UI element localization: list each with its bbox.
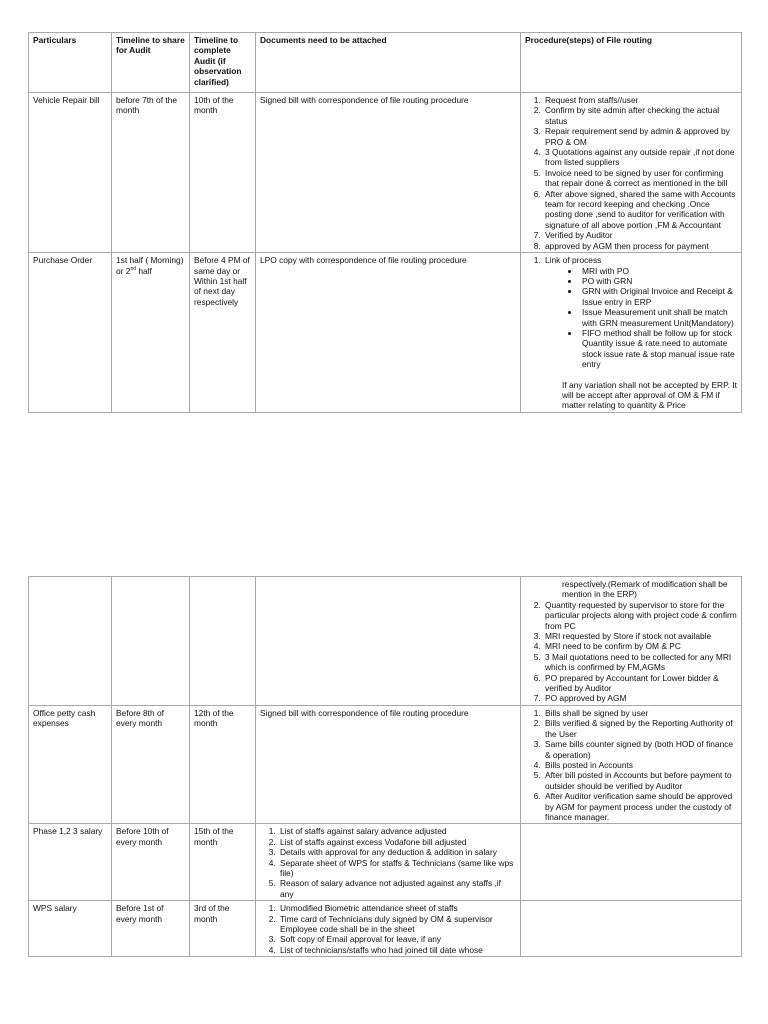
- list-item: 4. 3 Quotations against any outside repair ,if not done from listed suppliers: [543, 147, 737, 168]
- row-particular: WPS salary: [29, 901, 112, 957]
- row-share-timeline: Before 8th of every month: [112, 705, 190, 823]
- row-particular: Purchase Order: [29, 253, 112, 413]
- list-item: 1. List of staffs against salary advance adjusted: [278, 826, 516, 836]
- list-item: 3. Same bills counter signed by (both HOD of finance & operation): [543, 739, 737, 760]
- list-item: 4. List of technicians/staffs who had joined till date whose: [278, 945, 516, 955]
- list-item: 8. approved by AGM then process for payment: [543, 241, 737, 251]
- list-item: 2. Bills verified & signed by the Reporting Authority of the User: [543, 718, 737, 739]
- list-item: 2. List of staffs against excess Vodafone bill adjusted: [278, 837, 516, 847]
- procedure-steps: [525, 95, 737, 251]
- row-documents: Signed bill with correspondence of file routing procedure: [256, 705, 521, 823]
- empty-cell: [256, 577, 521, 706]
- empty-cell: [190, 577, 256, 706]
- list-item: 2. Time card of Technicians duly signed by OM & supervisor Employee code shall be in the sheet: [278, 914, 516, 935]
- continued-text: respectively.(Remark of modification shall be mention in the ERP): [562, 579, 728, 600]
- list-item: 4. MRI need to be confirm by OM & PC: [543, 641, 737, 651]
- table-row: [29, 705, 742, 823]
- empty-cell: [521, 824, 742, 901]
- list-item: 2. Confirm by site admin after checking the actual status: [543, 105, 737, 126]
- bullet-item: • PO with GRN: [580, 276, 737, 286]
- list-item: 2. Quantity requested by supervisor to store for the particular projects along with project code & confirm from PC: [543, 600, 737, 631]
- empty-cell: [112, 577, 190, 706]
- list-item: 3. MRI requested by Store if stock not available: [543, 631, 737, 641]
- bullet-item: • GRN with Original Invoice and Receipt & Issue entry in ERP: [580, 286, 737, 307]
- table-row: [29, 824, 742, 901]
- share-text-a: 1st half ( Morning) or 2: [116, 255, 184, 276]
- row-share-timeline: Before 10th of every month: [112, 824, 190, 901]
- row-procedure: [521, 577, 742, 706]
- share-text-b: half: [136, 265, 152, 276]
- header-particulars: Particulars: [29, 33, 112, 93]
- row-share-timeline: before 7th of the month: [112, 93, 190, 253]
- row-documents: [256, 901, 521, 957]
- row-procedure: [521, 705, 742, 823]
- list-item: 1. Unmodified Biometric attendance sheet of staffs: [278, 903, 516, 913]
- documents-list: [260, 826, 516, 899]
- table-header-row: [29, 33, 742, 93]
- row-documents: Signed bill with correspondence of file routing procedure: [256, 93, 521, 253]
- list-item: 3. Details with approval for any deduction & addition in salary: [278, 847, 516, 857]
- share-superscript: nd: [130, 265, 136, 272]
- procedure-steps: [525, 255, 737, 369]
- list-item: 5. Reason of salary advance not adjusted against any staffs ,if any: [278, 878, 516, 899]
- row-documents: [256, 824, 521, 901]
- row-share-timeline: Before 1st of every month: [112, 901, 190, 957]
- list-item: 1. Bills shall be signed by user: [543, 708, 737, 718]
- bullet-item: • FIFO method shall be follow up for stock Quantity issue & rate.need to automate stock issue rate & stop manual issue rate entry: [580, 328, 737, 370]
- procedure-steps: [525, 708, 737, 822]
- bullet-item: • MRI with PO: [580, 266, 737, 276]
- list-item: 1. Request from staffs//user: [543, 95, 737, 105]
- row-procedure: [521, 93, 742, 253]
- list-item: 5. 3 Mail quotations need to be collected for any MRI which is confirmed by FM,AGMs: [543, 652, 737, 673]
- row-complete-timeline: 15th of the month: [190, 824, 256, 901]
- header-procedure: Procedure(steps) of File routing: [521, 33, 742, 93]
- table-row: [29, 253, 742, 413]
- empty-cell: [521, 901, 742, 957]
- row-procedure: [521, 253, 742, 413]
- row-particular: Vehicle Repair bill: [29, 93, 112, 253]
- row-complete-timeline: Before 4 PM of same day or Within 1st half of next day respectively: [190, 253, 256, 413]
- routing-table-2: [28, 576, 742, 957]
- row-complete-timeline: 12th of the month: [190, 705, 256, 823]
- row-complete-timeline: 3rd of the month: [190, 901, 256, 957]
- documents-list: [260, 903, 516, 955]
- list-item: 6. After above signed, shared the same with Accounts team for record keeping and checking .Once posting done ,send to auditor for verification with signature of all above portion ,FM & Accountant: [543, 189, 737, 231]
- header-complete-timeline: Timeline to complete Audit (if observation clarified): [190, 33, 256, 93]
- row-particular: Office petty cash expenses: [29, 705, 112, 823]
- list-item: 6. PO prepared by Accountant for Lower bidder & verified by Auditor: [543, 673, 737, 694]
- list-item: 4. Bills posted in Accounts: [543, 760, 737, 770]
- list-item: 3. Soft copy of Email approval for leave, if any: [278, 934, 516, 944]
- table-row: [29, 901, 742, 957]
- list-item: 3. Repair requirement send by admin & approved by PRO & OM: [543, 126, 737, 147]
- list-item: 5. After bill posted in Accounts but before payment to outsider should be verified by Auditor: [543, 770, 737, 791]
- routing-table-1: [28, 32, 742, 413]
- row-share-timeline: [112, 253, 190, 413]
- list-item: [543, 255, 737, 369]
- list-item: 6. After Auditor verification same should be approved by AGM for payment process under the custody of finance manager.: [543, 791, 737, 822]
- bullet-item: • Issue Measurement unit shall be match with GRN measurement Unit(Mandatory): [580, 307, 737, 328]
- row-documents: LPO copy with correspondence of file routing procedure: [256, 253, 521, 413]
- header-share-timeline: Timeline to share for Audit: [112, 33, 190, 93]
- list-item: 5. Invoice need to be signed by user for confirming that repair done & correct as mentioned in the bill: [543, 168, 737, 189]
- table-row: [29, 93, 742, 253]
- table-row: [29, 577, 742, 706]
- list-item: 7. Verified by Auditor: [543, 230, 737, 240]
- variation-note: If any variation shall not be accepted by ERP. It will be accept after approval of OM & FM if matter relating to quantity & Price: [562, 379, 737, 411]
- process-bullets: [565, 266, 737, 370]
- step-label: Link of process: [545, 255, 602, 266]
- list-item: 4. Separate sheet of WPS for staffs & Technicians (same like wps file): [278, 858, 516, 879]
- row-complete-timeline: 10th of the month: [190, 93, 256, 253]
- procedure-steps: [525, 600, 737, 704]
- header-documents: Documents need to be attached: [256, 33, 521, 93]
- empty-cell: [29, 577, 112, 706]
- row-particular: Phase 1,2 3 salary: [29, 824, 112, 901]
- list-item: 7. PO approved by AGM: [543, 693, 737, 703]
